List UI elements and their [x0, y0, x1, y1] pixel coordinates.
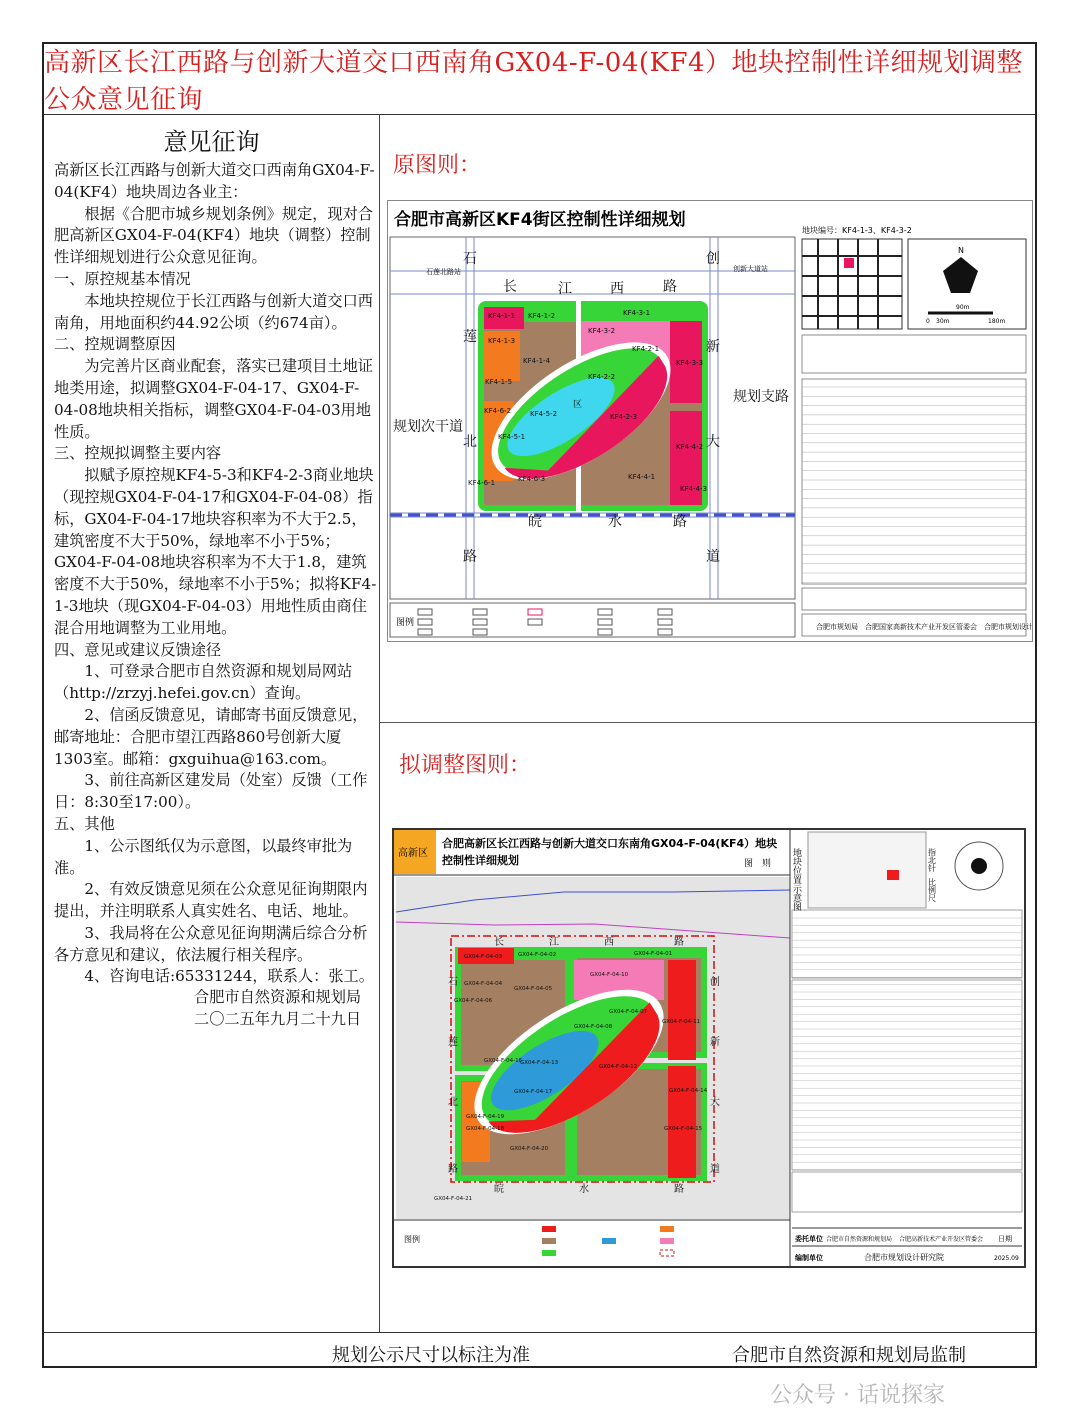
signature-date: 二〇二五年九月二十九日	[194, 1010, 362, 1028]
map-label: GX04-F-04-20	[510, 1146, 549, 1152]
page-title: 高新区长江西路与创新大道交口西南角GX04-F-04(KF4）地块控制性详细规划调整公众意见征询	[44, 44, 1035, 115]
paragraph: 为完善片区商业配套，落实已建项目土地证地类用途，拟调整GX04-F-04-17、GX04-F-04-08地块相关指标，调整GX04-F-04-03用地性质。	[54, 357, 373, 441]
map-label: 莲	[448, 1037, 458, 1048]
map-label: GX04-F-04-08	[574, 1024, 613, 1030]
district-tag: 高新区	[398, 848, 428, 859]
map-label: 委托单位	[795, 1235, 823, 1243]
map-label: KF4-4-1	[628, 473, 656, 481]
map-label: N	[958, 246, 964, 255]
map-label: 路	[674, 1184, 684, 1195]
paragraph: 拟赋予原控规KF4-5-3和KF4-2-3商业地块（现控规GX04-F-04-17和GX04-F-04-08）指标，GX04-F-04-17地块容积率为不大于2.5，建筑密度不大于50%，绿地率不小于5%；GX04-F-04-08地块容积率为不大于1.8，建筑密度不大于50%，绿地率不小于5%；拟将KF4-1-3地块（现GX04-F-04-03）用地性质由商住混合用地调整为工业用地。	[54, 466, 377, 637]
map-label: 区	[573, 400, 583, 410]
map-label: 合肥高新区长江西路与创新大道交口东南角GX04-F-04(KF4）地块	[442, 837, 778, 850]
map-label: GX04-F-04-12	[599, 1064, 638, 1070]
map-label: 路	[448, 1164, 458, 1175]
map-label: 路	[463, 549, 477, 565]
map-label: KF4-1-2	[528, 312, 556, 320]
map-label: 创	[706, 251, 720, 267]
map-label: KF4-6-3	[518, 475, 546, 483]
map-label: 规划支路	[733, 389, 789, 405]
map-label: 石	[463, 251, 477, 267]
map-label: 路	[674, 937, 684, 948]
paragraph: 4、咨询电话:65331244，联系人：张工。	[84, 967, 374, 986]
map-label: KF4-2-3	[610, 413, 638, 421]
section-heading: 一、原控规基本情况	[54, 269, 191, 288]
map-label: GX04-F-04-05	[514, 986, 553, 992]
map-label: KF4-4-3	[680, 485, 708, 493]
map-label: 编制单位	[795, 1254, 823, 1262]
map-label: KF4-3-3	[676, 359, 704, 367]
map-label: GX04-F-04-13	[520, 1060, 559, 1066]
map-label: KF4-3-1	[623, 309, 651, 317]
map-label: GX04-F-04-07	[609, 1009, 648, 1015]
addressee: 高新区长江西路与创新大道交口西南角GX04-F-04(KF4）地块周边各业主：	[54, 161, 375, 201]
map-label: KF4-5-1	[498, 433, 526, 441]
map-label: 北	[463, 434, 477, 450]
adjusted-plan-label: 拟调整图则：	[399, 753, 532, 778]
map-label: 指北针	[927, 848, 937, 872]
notice-board	[42, 42, 1037, 1368]
map-title: 合肥市高新区KF4街区控制性详细规划	[394, 210, 686, 230]
legend-title: 图例	[396, 618, 415, 628]
legend-title: 图例	[404, 1235, 420, 1244]
section-heading: 三、控规拟调整主要内容	[54, 444, 222, 463]
section-heading: 四、意见或建议反馈途径	[54, 640, 222, 659]
location-minimap	[808, 832, 926, 908]
map-label: 江	[549, 937, 559, 948]
map-label: KF4-4-2	[676, 443, 704, 451]
map-label: KF4-5-2	[530, 410, 558, 418]
map-label: 西	[610, 281, 624, 297]
map-label: KF4-2-1	[632, 345, 660, 353]
map-label: GX04-F-04-18	[466, 1126, 505, 1132]
map-label: 水	[579, 1184, 589, 1195]
map-label: 地块位置示意图	[791, 848, 801, 911]
original-plan-label: 原图则：	[393, 153, 482, 178]
map-label: KF4-1-1	[488, 312, 516, 320]
map-label: 0	[926, 318, 930, 325]
map-label: GX04-F-04-16	[484, 1058, 523, 1064]
section-heading: 五、其他	[54, 814, 115, 833]
map-label: 长	[503, 279, 517, 295]
adjusted-plan-map	[392, 828, 1026, 1268]
map-label: KF4-3-2	[588, 327, 616, 335]
map-label: 北	[448, 1097, 458, 1108]
map-label: GX04-F-04-15	[664, 1126, 703, 1132]
footer-supervisor: 合肥市自然资源和规划局监制	[732, 1345, 966, 1366]
map-label: 创	[710, 977, 720, 988]
map-label: 石莲北路站	[426, 268, 461, 276]
notice-heading: 意见征询	[163, 128, 260, 156]
map-label: GX04-F-04-01	[634, 951, 673, 957]
map-label: 道	[706, 549, 720, 565]
map-label: 180m	[988, 318, 1006, 325]
map-label: 2025.09	[994, 1255, 1019, 1262]
paragraph: 1、公示图纸仅为示意图，以最终审批为准。	[54, 836, 353, 877]
map-label: 30m	[936, 318, 950, 325]
map-label: KF4-6-1	[468, 479, 496, 487]
paragraph: 根据《合肥市城乡规划条例》规定，现对合肥高新区GX04-F-04(KF4）地块（调整）控制性详细规划进行公众意见征询。	[54, 204, 373, 267]
paragraph: 3、我局将在公众意见征询期满后综合分析各方意见和建议，依法履行相关程序。	[54, 923, 368, 964]
map-label: GX04-F-04-06	[454, 998, 493, 1004]
paragraph: 1、可登录合肥市自然资源和规划局网站（http://zrzyj.hefei.gov.cn）查询。	[54, 662, 353, 703]
map-label: 合肥市规划设计研究院	[864, 1253, 944, 1262]
map-label: GX04-F-04-02	[518, 952, 557, 958]
notice-column	[44, 114, 380, 1332]
map-label: 皖	[528, 514, 542, 530]
map-label: KF4-1-5	[485, 378, 513, 386]
map-label: 比例尺	[927, 878, 937, 902]
map-label: 道	[710, 1164, 720, 1175]
map-label: GX04-F-04-10	[590, 972, 629, 978]
notice-body	[54, 160, 379, 988]
map-label: 大	[706, 434, 720, 450]
map-label: KF4-6-2	[484, 407, 512, 415]
map-label: KF4-2-2	[588, 373, 616, 381]
map-label: 路	[663, 279, 677, 295]
original-plan-map	[387, 200, 1033, 642]
map-label: 莲	[463, 329, 477, 345]
parcel-number: 地块编号：KF4-1-3、KF4-3-2	[802, 226, 912, 235]
map-label: KF4-1-4	[523, 357, 551, 365]
paragraph: 3、前往高新区建发局（处室）反馈（工作日：8:30至17:00）。	[54, 771, 368, 812]
divider	[379, 722, 1035, 723]
map-label: GX04-F-04-11	[662, 1019, 701, 1025]
maps-column	[379, 114, 1035, 1332]
map-label: 新	[710, 1037, 720, 1048]
map-label: 创新大道站	[733, 265, 768, 273]
map-label: 石	[448, 977, 458, 988]
map-label: GX04-F-04-14	[669, 1088, 708, 1094]
map-label: 皖	[494, 1184, 504, 1195]
map-label: GX04-F-04-04	[464, 981, 503, 987]
map-label: 长	[494, 937, 504, 948]
map-label: GX04-F-04-17	[514, 1089, 553, 1095]
footer	[44, 1332, 1035, 1369]
map-label: GX04-F-04-03	[464, 954, 503, 960]
map-label: KF4-1-3	[488, 337, 516, 345]
map-label: 日期	[998, 1235, 1012, 1243]
paragraph: 2、有效反馈意见须在公众意见征询期限内提出，并注明联系人真实姓名、电话、地址。	[54, 880, 368, 921]
paragraph: 本地块控规位于长江西路与创新大道交口西南角，用地面积约44.92公顷（约674亩）。	[54, 291, 373, 332]
map-label: 合肥高新技术产业开发区管委会	[899, 1236, 984, 1243]
section-heading: 二、控规调整原因	[54, 335, 176, 354]
footer-note: 规划公示尺寸以标注为准	[332, 1345, 530, 1366]
map-label: 90m	[956, 304, 970, 311]
map-label: GX04-F-04-19	[466, 1114, 505, 1120]
paragraph: 2、信函反馈意见，请邮寄书面反馈意见，邮寄地址：合肥市望江西路860号创新大厦1303室。邮箱：gxguihua@163.com。	[54, 705, 368, 768]
map-label: 新	[706, 339, 720, 355]
map-label: 控制性详细规划	[442, 854, 519, 867]
map-label: 路	[673, 514, 687, 530]
map-label: 水	[608, 514, 622, 530]
map-label: GX04-F-04-21	[434, 1196, 473, 1202]
map-label: 图 则	[744, 859, 772, 869]
org-footer: 合肥市规划局 合肥国家高新技术产业开发区管委会 合肥市规划设计研究院	[816, 623, 1032, 631]
map-label: 大	[710, 1097, 720, 1108]
north-arrow-icon	[971, 858, 987, 874]
map-label: 西	[604, 937, 614, 948]
map-label: 合肥市自然资源和规划局	[826, 1236, 893, 1243]
signature: 合肥市自然资源和规划局	[194, 988, 362, 1006]
map-label: 江	[558, 281, 572, 297]
map-label: 规划次干道	[393, 419, 463, 435]
watermark: 公众号 · 话说探家	[770, 1383, 945, 1408]
signature-block	[194, 986, 361, 1030]
